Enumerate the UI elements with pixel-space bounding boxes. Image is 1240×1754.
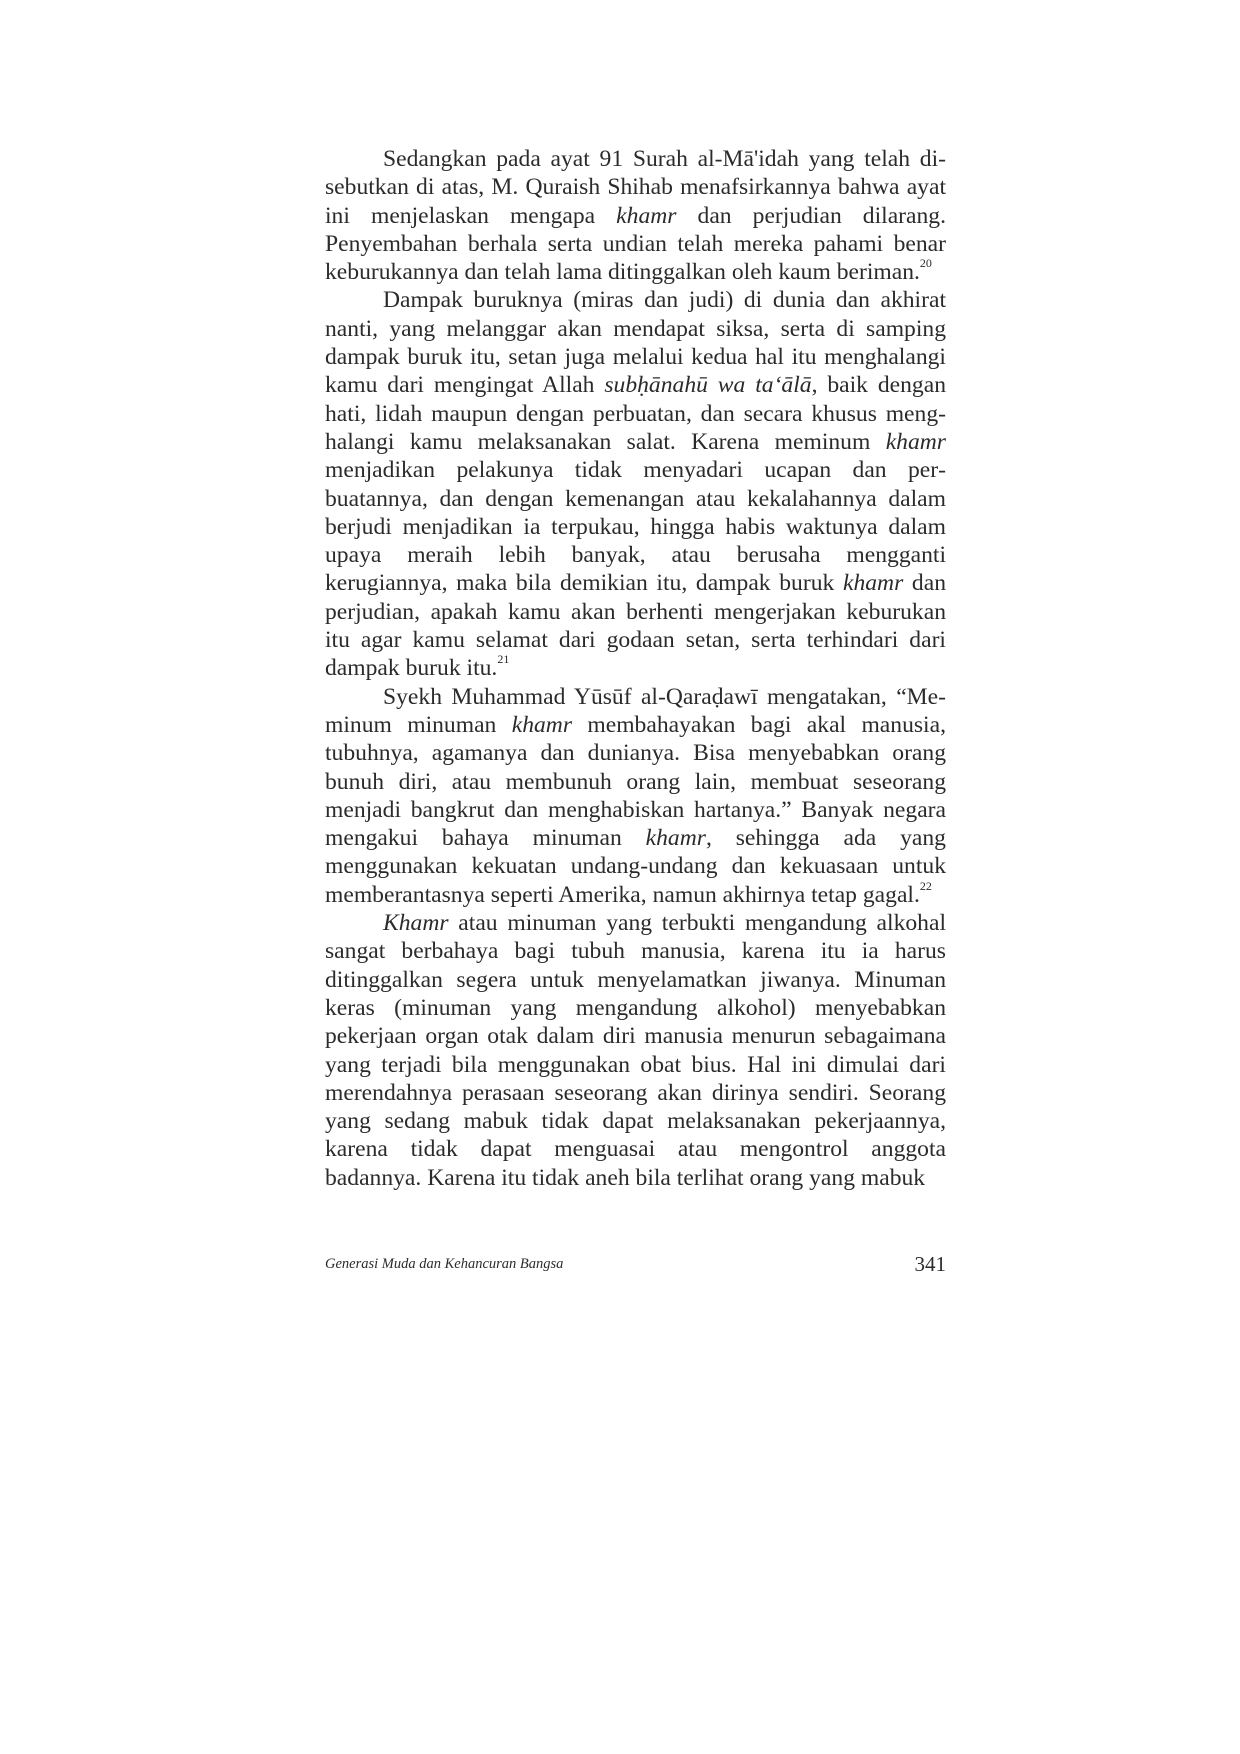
footnote-marker: 21 <box>497 652 510 667</box>
text-run: Dampak buruknya (miras dan judi) di dunia dan akhirat nanti, yang melanggar akan mendapat siksa, serta di samping dampak buruk itu, setan juga melalui kedua hal itu menghalangi kamu dari mengingat Allah <box>325 287 946 399</box>
body-paragraph-4 <box>325 909 946 1192</box>
italic-term: khamr <box>511 711 573 738</box>
footnote-marker: 22 <box>919 878 932 893</box>
text-run: menjadikan pelakunya tidak menyadari ucapan dan perbuatannya, dan dengan kemenangan atau kekalahannya dalam berjudi menjadikan ia terpukau, hingga habis waktunya dalam upaya meraih lebih banyak, atau berusaha mengganti kerugiannya, maka bila demikian itu, dampak buruk <box>325 457 946 597</box>
text-run: Sedangkan pada ayat 91 Surah al-Mā'idah yang telah disebutkan di atas, M. Quraish Shihab menafsirkannya bahwa ayat ini menjelaskan mengapa <box>325 146 946 229</box>
text-run: Syekh Muhammad Yūsūf al-Qaraḍawī mengatakan, “Meminum minuman <box>325 683 946 738</box>
page-footer <box>325 1252 946 1282</box>
body-paragraph-3 <box>325 683 946 909</box>
text-run: , sehingga ada yang menggunakan kekuatan undang-undang dan kekuasaan untuk memberantasnya seperti Amerika, namun akhirnya tetap gagal. <box>325 825 946 908</box>
text-run: atau minuman yang terbukti mengandung alkohal sangat berbahaya bagi tubuh manusia, karena itu ia harus ditinggalkan segera untuk menyelamatkan jiwanya. Minuman keras (minuman yang mengandung alkohol) menyebabkan pekerjaan organ otak dalam diri manusia menurun sebagaimana yang terjadi bila menggunakan obat bius. Hal ini dimulai dari merendahnya perasaan seseorang akan dirinya sendiri. Seorang yang sedang mabuk tidak dapat melaksanakan pekerjaannya, karena tidak dapat menguasai atau mengontrol anggota badannya. Karena itu tidak aneh bila terlihat orang yang mabuk <box>325 910 946 1191</box>
italic-term: subḥānahū wa ta‘ālā <box>604 372 812 399</box>
italic-term: khamr <box>616 202 677 229</box>
body-paragraph-1 <box>325 145 946 286</box>
italic-term: khamr <box>842 570 904 597</box>
italic-term: khamr <box>645 825 706 852</box>
text-run: dan perjudian, apakah kamu akan berhenti mengerjakan keburukan itu agar kamu selamat dari godaan setan, serta terhindari dari dampak buruk itu. <box>325 570 946 682</box>
italic-term: khamr <box>885 428 946 455</box>
page-number: 341 <box>914 1252 946 1276</box>
text-run: , baik dengan hati, lidah maupun dengan perbuatan, dan secara khusus menghalangi kamu melaksanakan salat. Karena meminum <box>325 372 946 455</box>
body-paragraph-2 <box>325 286 946 682</box>
italic-term: Khamr <box>383 910 449 937</box>
text-run: dan perjudian dilarang. Penyembahan berhala serta undian telah mereka pahami benar keburukannya dan telah lama ditinggalkan oleh kaum beriman. <box>325 202 947 286</box>
footnote-marker: 20 <box>919 256 932 271</box>
running-title: Generasi Muda dan Kehancuran Bangsa <box>325 1256 564 1272</box>
page-body <box>325 145 946 1192</box>
text-run: membahayakan bagi akal manusia, tubuhnya, agamanya dan dunianya. Bisa menyebabkan orang bunuh diri, atau membunuh orang lain, membuat seseorang menjadi bangkrut dan menghabiskan hartanya.” Banyak negara mengakui bahaya minuman <box>325 711 946 852</box>
